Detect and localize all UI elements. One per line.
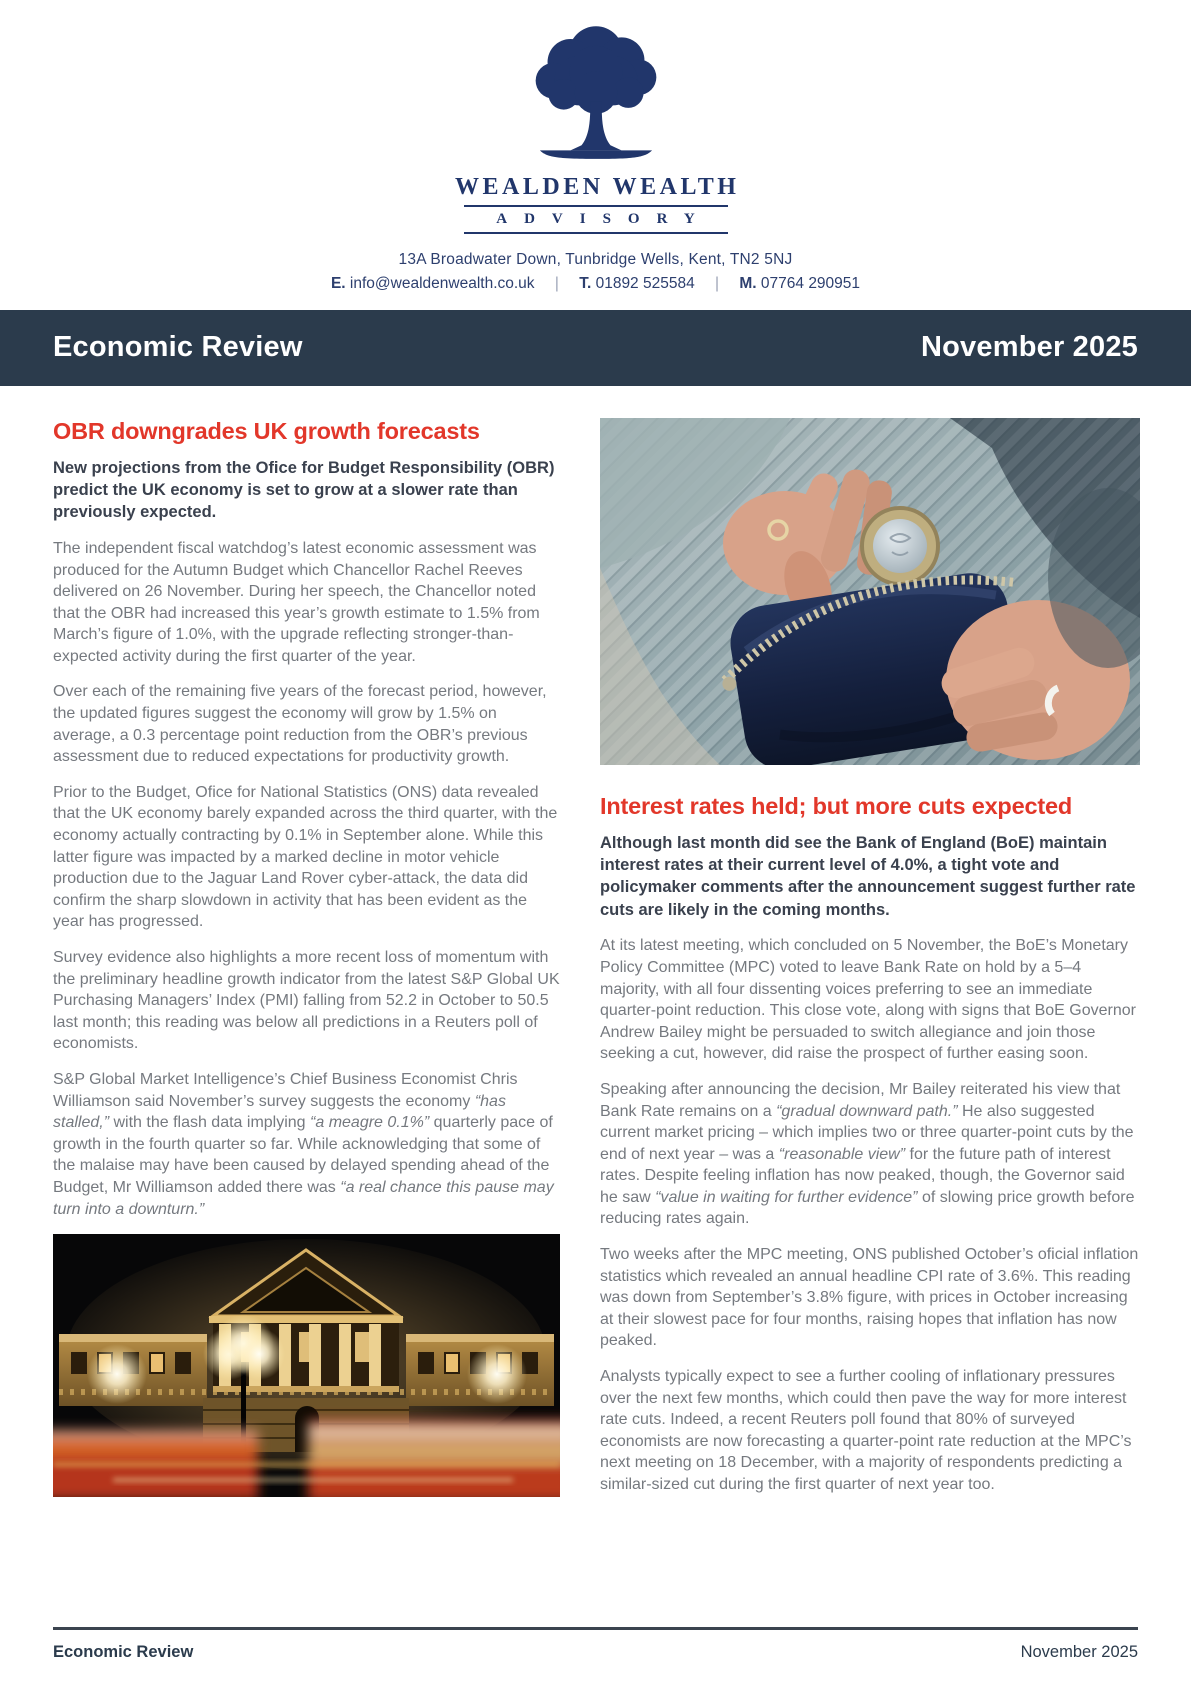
wallet-coin-photo	[600, 418, 1140, 765]
article-interest-rates	[600, 418, 1140, 1510]
tel-number: 01892 525584	[595, 274, 695, 292]
article-obr-growth	[53, 418, 560, 1510]
tel-label: T.	[579, 274, 592, 292]
article-heading: Interest rates held; but more cuts expected	[600, 792, 1072, 819]
article-paragraph: S&P Global Market Intelligence’s Chief Business Economist Chris Williamson said November’s survey suggests the economy “has stalled,” with the flash data implying “a meagre 0.1%” quarterly pace of growth in the fourth quarter so far. While acknowledging that some of the malaise may have been caused by delayed spending ahead of the Budget, Mr Williamson added there was “a real chance this pause may turn into a downturn.”	[53, 1070, 554, 1218]
company-logo	[452, 16, 740, 238]
brand-name: WEALDEN WEALTH	[455, 174, 740, 200]
bank-of-england-night-photo	[53, 1234, 560, 1497]
mobile-number: 07764 290951	[760, 274, 861, 292]
footer-title: Economic Review	[53, 1643, 194, 1661]
logo-rule-bottom	[464, 232, 728, 234]
page-title: Economic Review	[53, 331, 303, 364]
brand-subname: ADVISORY	[496, 211, 712, 227]
page-footer	[0, 1627, 1191, 1684]
article-paragraph: Speaking after announcing the decision, Mr Bailey reiterated his view that Bank Rate remains on a “gradual downward path.” He also suggested current market pricing – which implies two or three quarter-point cuts by the end of next year – was a “reasonable view” for the future path of interest rates. Despite feeling inflation has now peaked, though, the Governor said he saw “value in waiting for further evidence” of slowing price growth before reducing rates again.	[600, 1080, 1135, 1228]
content-columns	[0, 418, 1191, 1510]
article-paragraph: Analysts typically expect to see a further cooling of inflationary pressures over the next few months, which could then pave the way for more interest rate cuts. Indeed, a recent Reuters poll found that 80% of surveyed economists are now forecasting a quarter-point rate reduction at the MPC’s next meeting on 18 December, with a majority of respondents predicting a similar-sized cut during the first quarter of next year too.	[600, 1368, 1132, 1494]
mobile-label: M.	[739, 274, 757, 292]
issue-date: November 2025	[921, 331, 1138, 364]
contact-separator: |	[554, 274, 559, 292]
footer-date: November 2025	[1020, 1643, 1138, 1661]
article-paragraph: Over each of the remaining five years of the forecast period, however, the updated figures suggest the economy will grow by 1.5% on average, a 0.3 percentage point reduction from the OBR’s previous assessment due to reduced expectations for productivity growth.	[53, 683, 547, 766]
email-link[interactable]: info@wealdenwealth.co.uk	[349, 274, 535, 292]
article-intro: Although last month did see the Bank of England (BoE) maintain interest rates at their current level of 4.0%, a tight vote and policymaker comments after the announcement suggest further rate cuts are likely in the coming months.	[600, 833, 1136, 919]
title-band	[0, 310, 1191, 386]
contact-line	[0, 275, 1191, 293]
email-label: E.	[330, 274, 346, 292]
article-heading: OBR downgrades UK growth forecasts	[53, 417, 480, 444]
masthead	[0, 0, 1191, 293]
address-line: 13A Broadwater Down, Tunbridge Wells, Kent, TN2 5NJ	[398, 250, 793, 268]
article-paragraph: Prior to the Budget, Ofice for National Statistics (ONS) data revealed that the UK economy barely expanded across the third quarter, with the economy actually contracting by 0.1% in September alone. While this latter figure was impacted by a marked decline in motor vehicle production due to the Jaguar Land Rover cyber-attack, the data did confirm the sharp slowdown in activity that has been evident as the year has progressed.	[53, 783, 558, 931]
logo-rule-top	[464, 205, 728, 207]
article-paragraph: Survey evidence also highlights a more recent loss of momentum with the preliminary headline growth indicator from the latest S&P Global UK Purchasing Managers’ Index (PMI) falling from 52.2 in October to 50.5 last month; this reading was below all predictions in a Reuters poll of economists.	[53, 949, 560, 1053]
footer-rule	[53, 1627, 1138, 1630]
article-paragraph: Two weeks after the MPC meeting, ONS published October’s oficial inflation statistics which revealed an annual headline CPI rate of 3.6%. This reading was down from September’s 3.8% figure, with prices in October increasing at their slowest pace for four months, raising hopes that inflation has now peaked.	[600, 1246, 1139, 1350]
article-paragraph: At its latest meeting, which concluded on 5 November, the BoE’s Monetary Policy Committee (MPC) voted to leave Bank Rate on hold by a 5–4 majority, with all four dissenting voices preferring to see an immediate quarter-point reduction. This close vote, along with signs that BoE Governor Andrew Bailey might be persuaded to switch allegiance and join those seeking a cut, however, did raise the prospect of further easing soon.	[600, 937, 1136, 1063]
column-gutter	[560, 418, 600, 1510]
article-intro: New projections from the Ofice for Budget Responsibility (OBR) predict the UK economy is set to grow at a slower rate than previously expected.	[53, 458, 555, 522]
tree-logo-icon	[511, 16, 681, 176]
article-paragraph: The independent fiscal watchdog’s latest economic assessment was produced for the Autumn Budget which Chancellor Rachel Reeves delivered on 26 November. During her speech, the Chancellor noted that the OBR had increased this year’s growth estimate to 1.5% from March’s figure of 1.0%, with the upgrade reflecting stronger-than-expected activity during the first quarter of the year.	[53, 539, 540, 665]
contact-separator: |	[715, 274, 720, 292]
